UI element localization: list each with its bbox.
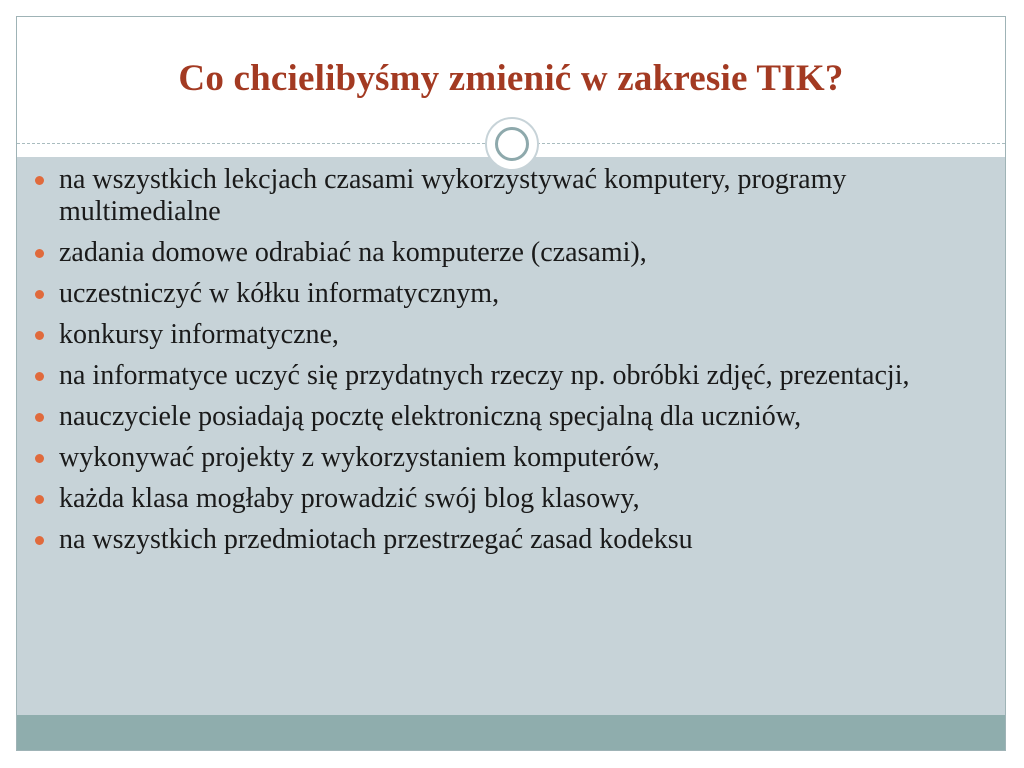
bullet-dot-icon xyxy=(35,454,44,463)
circle-ornament-icon xyxy=(485,117,539,171)
circle-ring-icon xyxy=(495,127,529,161)
bullet-item xyxy=(32,319,962,351)
bullet-text: nauczyciele posiadają pocztę elektroniczną specjalną dla uczniów, xyxy=(59,401,802,432)
slide-title: Co chcielibyśmy zmienić w zakresie TIK? xyxy=(178,58,844,99)
bullet-text: zadania domowe odrabiać na komputerze (czasami), xyxy=(59,237,647,268)
bullet-item xyxy=(32,442,962,474)
bullet-item xyxy=(32,360,962,392)
bullet-dot-icon xyxy=(35,413,44,422)
bullet-item xyxy=(32,237,962,269)
bullet-text: wykonywać projekty z wykorzystaniem komputerów, xyxy=(59,442,660,473)
bullet-dot-icon xyxy=(35,249,44,258)
bullet-text: konkursy informatyczne, xyxy=(59,319,339,350)
bullet-text: na wszystkich lekcjach czasami wykorzystywać komputery, programy multimedialne xyxy=(59,164,847,227)
bullet-text: na wszystkich przedmiotach przestrzegać zasad kodeksu xyxy=(59,524,693,555)
bullet-dot-icon xyxy=(35,372,44,381)
bullet-item xyxy=(32,483,962,515)
bullet-dot-icon xyxy=(35,176,44,185)
bullet-item xyxy=(32,164,962,228)
bullet-dot-icon xyxy=(35,290,44,299)
bullet-list xyxy=(32,164,962,565)
bullet-text: każda klasa mogłaby prowadzić swój blog klasowy, xyxy=(59,483,640,514)
bullet-text: na informatyce uczyć się przydatnych rzeczy np. obróbki zdjęć, prezentacji, xyxy=(59,360,910,391)
bullet-item xyxy=(32,401,962,433)
bullet-dot-icon xyxy=(35,536,44,545)
bullet-item xyxy=(32,524,962,556)
bullet-text: uczestniczyć w kółku informatycznym, xyxy=(59,278,500,309)
bullet-dot-icon xyxy=(35,495,44,504)
bullet-dot-icon xyxy=(35,331,44,340)
footer-band xyxy=(17,715,1005,750)
bullet-item xyxy=(32,278,962,310)
